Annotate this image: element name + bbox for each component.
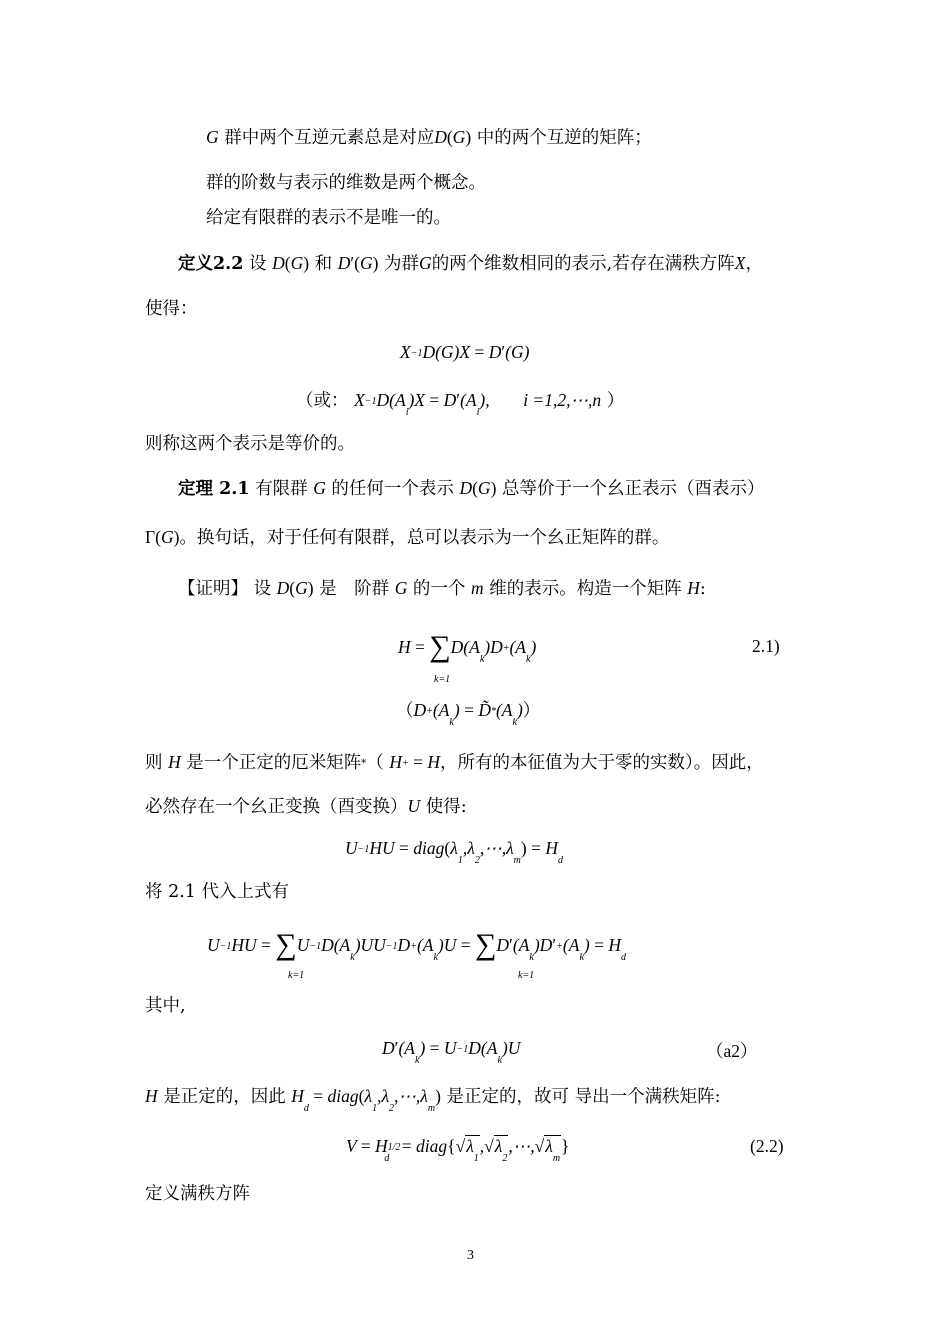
text-line-13: 则 H 是一个正定的厄米矩阵*（ H+ = H，所有的本征值为大于零的实数）。因此， xyxy=(145,752,764,773)
text-line-1: G 群中两个互逆元素总是对应D(G) 中的两个互逆的矩阵； xyxy=(206,127,652,148)
equation-2-2: $V = H1/2_d$ = $diag\{√\lambda_1,√\lambda_2,\cdots,√\lambda_m\}$ xyxy=(346,1136,570,1164)
text-line-18: 其中, xyxy=(145,996,186,1016)
proof-label: 【证明】 xyxy=(178,579,248,599)
theorem-label: 定理 2.1 xyxy=(178,479,250,499)
text-line-3: 给定有限群的表示不是唯一的。 xyxy=(206,208,451,228)
equation-label-a2: （a2） xyxy=(706,1041,758,1061)
equation-adjoint-def: （$D+(A_k)$ = $D̃*(A_k)$） xyxy=(396,700,541,728)
theorem-2-1: 定理 2.1 有限群 G 的任何一个表示 D(G) 总等价于一个幺正表示（酉表示） xyxy=(178,478,765,499)
text-line-8: 则称这两个表示是等价的。 xyxy=(145,434,355,454)
equation-a2: $D'(A_k) = U-1D(A_k)U$ xyxy=(382,1038,521,1066)
equation-diagonalization: $U-1HU = diag(\lambda_1,\lambda_2,\cdots,\lambda_m) = H_d$ xyxy=(345,838,563,866)
equation-label-2-2: (2.2) xyxy=(750,1136,784,1156)
equation-equivalence: X−1D(G)X = D′(G) xyxy=(400,342,530,362)
text-line-20: H 是正定的，因此 $H_d$ = $diag(\lambda_1,\lambda_2,\cdots,\lambda_m)$ 是正定的，故可 导出一个满秩矩阵: xyxy=(145,1086,721,1114)
equation-label-2-1: 2.1) xyxy=(752,636,780,656)
definition-label: 定义2.2 xyxy=(178,254,244,274)
proof-start: 【证明】 设 D(G) 是 阶群 G 的一个 m 维的表示。构造一个矩阵 H: xyxy=(178,578,706,599)
text-line-2: 群的阶数与表示的维数是两个概念。 xyxy=(206,173,486,193)
text-line-10: Γ(G)。换句话，对于任何有限群，总可以表示为一个幺正矩阵的群。 xyxy=(145,527,670,548)
definition-2-2: 定义2.2 设 D(G) 和 D′(G) 为群G的两个维数相同的表示,若存在满秩方阵X， xyxy=(178,253,763,274)
document-page: G 群中两个互逆元素总是对应D(G) 中的两个互逆的矩阵； 群的阶数与表示的维数是两个概念。 给定有限群的表示不是唯一的。 定义2.2 设 D(G) 和 D′(G) 为群G的两个维数相同的表示,若存在满秩方阵X， 使得： X−1D(G)X = D′(G) （或： $X-1D(A_i)X = D'(A_i)$, i =1,2,⋯,n ） 则称这两个表示是等价的。 定理 2.1 有限群 G 的任何一个表示 D(G) 总等价于一个幺正表示（酉表示） Γ(G)。换句话，对于任何有限群，总可以表示为一个幺正矩阵的群。 【证明】 设 D(G) 是 阶群 G 的一个 m 维的表示。构造一个矩阵 H: $H = \sum D(A_k)D+(A_k)$ k=1 2.1) （$D+(A_k)$ = $D̃*(A_k)$） 则 H 是一个正定的厄米矩阵*（ H+ = H，所有的本征值为大于零的实数）。因此， 必然存在一个幺正变换（酉变换）U 使得: $U-1HU = diag(\lambda_1,\lambda_2,\cdots,\lambda_m) = H_d$ 将 2.1 代入上式有 $U-1HU = \sum U-1D(A_k)UU-1D+(A_k)U = \sum D'(A_k)D'+(A_k) = H_d$ k=1 k=1 其中, $D'(A_k) = U-1D(A_k)U$ （a2） H 是正定的，因此 $H_d$ = $diag(\lambda_1,\lambda_2,\cdots,\lambda_m)$ 是正定的，故可 导出一个满秩矩阵: $V = H1/2_d$ = $diag\{√\lambda_1,√\lambda_2,\cdots,√\lambda_m\}$ (2.2) 定义满秩方阵 3 xyxy=(145,127,784,1263)
text-line-16: 将 2.1 代入上式有 xyxy=(145,882,289,902)
text-line-14: 必然存在一个幺正变换（酉变换）U 使得: xyxy=(145,796,467,817)
equation-2-1: $H = \sum D(A_k)D+(A_k)$ xyxy=(398,630,537,665)
equation-equivalence-elementwise: （或： $X-1D(A_i)X = D'(A_i)$, i =1,2,⋯,n ） xyxy=(296,390,625,418)
math-g: G xyxy=(206,127,219,147)
equation-substitution: $U-1HU = \sum U-1D(A_k)UU-1D+(A_k)U = \sum D'(A_k)D'+(A_k) = H_d$ xyxy=(207,928,626,963)
page-number: 3 xyxy=(467,1248,474,1263)
text-line-22: 定义满秩方阵 xyxy=(145,1184,250,1204)
text-line-5: 使得： xyxy=(145,299,198,319)
